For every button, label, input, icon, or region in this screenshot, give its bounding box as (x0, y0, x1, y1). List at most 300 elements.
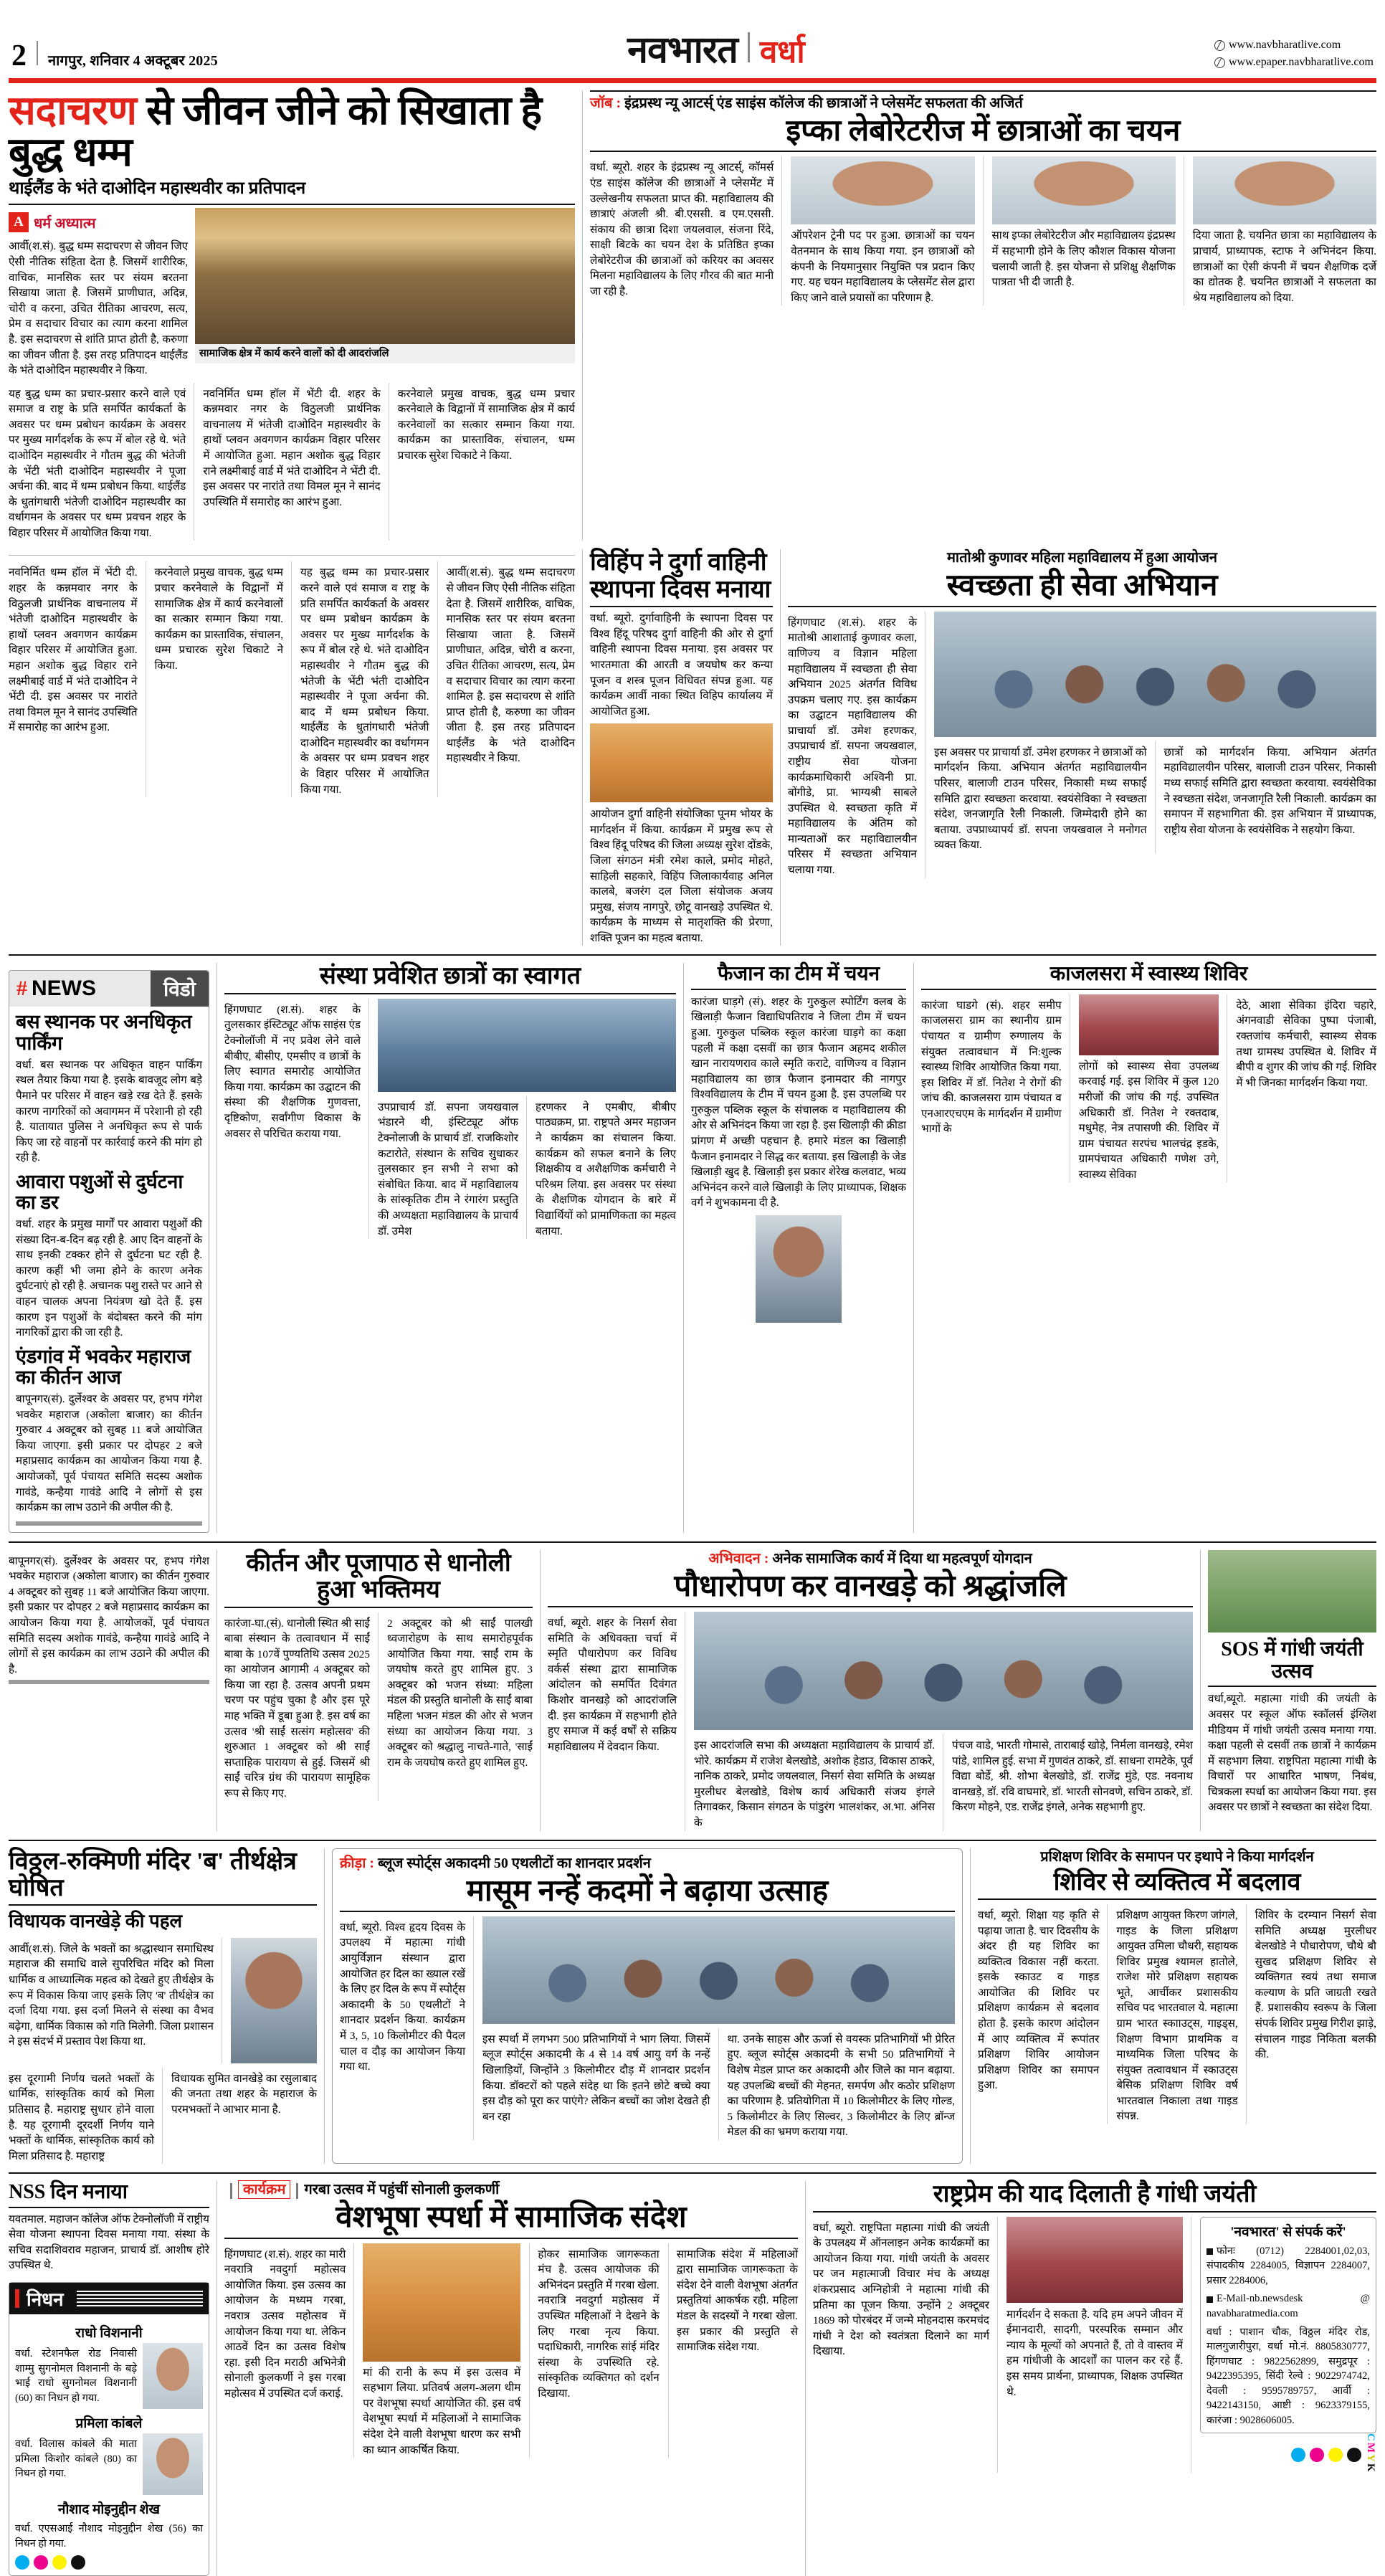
vhp-rule (590, 606, 773, 607)
lead-continued (9, 549, 575, 946)
column-divider (216, 2181, 217, 2576)
cmyk-marks-left (15, 2555, 203, 2570)
masthead-left (11, 41, 218, 71)
garba-col-3 (529, 2243, 659, 2458)
lead-cont-body-1: नवनिर्मित धम्म हॉल में भेंटी दी. शहर के कन्नमवार नगर के विठुलजी प्रार्थनिक वाचनालय में भंतेजी दाओदिन महास्थवीर के हाथों प्लवन अवगणन कार्यक्रम विहार परिसर में आयोजित हुआ. महान अशोक बुद्ध विहार राने लक्ष्मीबाई वार्ड में भंते दाओदिन ने भेंटी दी. इस अवसर पर नारांते तथा विमल मून ने सानंद उपस्थिति में समारोह का आरंभ हुआ. (9, 566, 138, 734)
news-tail-col (9, 1550, 209, 1831)
lead-subhead: थाईलैंड के भंते दाओदिन महास्थवीर का प्रतिपादन (9, 179, 306, 199)
obituary-text: वर्धा. विलास कांबले की माता प्रमिला किशोर कांबले (80) का निधन हो गया. (15, 2438, 137, 2480)
column-divider (1200, 1550, 1201, 1831)
shivir-col-2 (1116, 1904, 1246, 2124)
job-top-rule (590, 90, 1376, 92)
job-body-2: ऑपरेशन ट्रेनी पद पर हुआ. छात्राओं का चयन वेतनमान के साथ किया गया. इन छात्राओं को कंपनी के नियमानुसार नियुक्ति पत्र प्रदान किए गए. यह चयन महाविद्यालय के प्लेसमेंट सेल द्वारा किए जाने वाले प्रयासों का परिणाम है. (791, 229, 975, 304)
kirtan-cols (224, 1612, 533, 1802)
obituary-header (9, 2283, 209, 2314)
abhivadan-col-2 (694, 1734, 943, 1830)
obituary-box (9, 2282, 209, 2576)
lead-cont-cols (9, 561, 575, 797)
sanstha-body-1: हिंगणघाट (श.सं). शहर के तुलसकार इंस्टिट्यूट ऑफ साइंस एंड टेक्नोलॉजी में नए प्रवेश लेने वाले बीबीए, बीसीए, एमसीए व छात्रों के लिए स्वागत समारोह आयोजित किया गया. कार्यक्रम का उद्घाटन की संस्था की शैक्षणिक गुणवत्ता, दृष्टिकोण, सर्वांगीण विकास के अवसर से परिचित कराया गया. (224, 1003, 361, 1140)
fourth-block (0, 1550, 1385, 1831)
lead-photo (195, 208, 575, 344)
news-item (16, 1171, 202, 1341)
shivir-body-1: वर्धा, ब्यूरो. शिक्षा यह कृति से पढ़ाया जाता है. चार दिवसीय के अंदर ही यह शिविर का व्यक्तित्व विकास नहीं करता. इसके स्काउट व गाइड आयोजित की शिविर पर प्रशिक्षण कार्यक्रम से बदलाव होता है. इसके कारण आंदोलन में आए व्यक्तित्व में रूपांतर प्रशिक्षण शिविर आयोजन प्रशिक्षण शिविर का समापन हुआ. (978, 1909, 1100, 2092)
nss-headline: NSS दिन मनाया (9, 2181, 128, 2204)
newsbox-tabs (9, 971, 209, 1007)
lead-cont-body-3: यह बुद्ध धम्म का प्रचार-प्रसार करने वाले एवं समाज व राष्ट्र के प्रति समर्पित कार्यकर्ता के अवसर पर धम्म प्रबोधन कार्यक्रम के अवसर पर मुख्य मार्गदर्शक के रूप में बोल रहे थे. भंते दाओदिन महास्थवीर ने गौतम बुद्ध की भंतेजी के भेंटी भंती दाओदिन महास्थवीर ने पूजा अर्चना की. बाद में धम्म प्रबोधन किया. थाईलैंड के धुतांगधारी भंतेजी दाओदिन महास्थवीर का वर्धागमन के अवसर पर धम्म प्रवचन शहर के विहार परिसर में आयोजित किया गया. (300, 566, 429, 796)
masthead-urls (1214, 37, 1374, 71)
job-col-2 (791, 156, 983, 305)
shivir-cols (978, 1904, 1376, 2124)
swachhata-kicker: मातोश्री कुणावर महिला महाविद्यालय में हुआ आयोजन (946, 550, 1218, 566)
sos-body: वर्धा,ब्यूरो. महात्मा गांधी की जयंती के अवसर पर स्कूल ऑफ स्कॉलर्स इंग्लिश मीडियम में गांधी जयंती उत्सव मनाया गया. कक्षा पहली से दसवीं तक छात्रों ने कार्यक्रम में सहभाग लिया. राष्ट्रपिता महात्मा गांधी के विचारों पर आधारित भाषण, निबंध, चित्रकला स्पर्धा का आयोजन किया गया. इस अवसर पर छात्रों ने स्वच्छता का संदेश दिया. (1208, 1693, 1376, 1814)
gandhi-cols (813, 2217, 1376, 2473)
job-rule (590, 151, 1376, 152)
lead-cont-2 (155, 561, 292, 797)
job-columns (590, 156, 1376, 305)
krida-story (332, 1848, 963, 2164)
swachhata-body-3: छात्रों को मार्गदर्शन किया. अभियान अंतर्गत महाविद्यालयीन परिसर, बालाजी टाउन परिसर, निकासी मध्य सफाई समिति द्वारा स्वच्छता करवाया. स्वयंसेविका ने स्वच्छता संदेश, जनजागृति रैली निकाली. कार्यक्रम का समापन में सहभागिता की. इस अभियान में प्राध्यापक, राष्ट्रीय सेवा योजना के स्वयंसेविक ने सहयोग किया. (1163, 746, 1376, 836)
vitthal-body-1: आर्वी(श.सं). जिले के भक्तों का श्रद्धास्थान समाधिस्थ महाराज की समाधि वाले सुपरिचित मंदिर को मिला धार्मिक व आध्यात्मिक महत्व को देखते हुए तीर्थक्षेत्र के रूप में विकास किया जाए इसके लिए 'ब' तीर्थक्षेत्र का दर्जा दिया गया. इस दर्जा मिलने से संस्था का वैभव बढ़ेगा, धार्मिक विकास को गति मिलेगी. जिला प्रशासन ने इस संदर्भ में प्रस्ताव पेश किया था. (9, 1942, 214, 2048)
lead-story (9, 90, 575, 541)
vitthal-rule (9, 1904, 317, 1906)
epaper-url[interactable]: www.epaper.navbharatlive.com (1228, 56, 1374, 68)
lead-photo-caption: सामाजिक क्षेत्र में कार्य करने वालों को दी आदरांजलि (195, 344, 575, 363)
section-tag-label: धर्म अध्यात्म (34, 215, 96, 232)
krida-body-1: वर्धा, ब्यूरो. विश्व हृदय दिवस के उपलक्ष्य में महात्मा गांधी आयुर्विज्ञान संस्थान द्वारा आयोजित हर दिल का ख्याल रखें के लिए हर दिल के रूप में स्पोर्ट्स अकादमी के 50 एथलीटों ने शानदार प्रदर्शन किया. कार्यक्रम में 3, 5, 10 किलोमीटर की पैदल चाल व दौड़ का आयोजन किया गया था. (340, 1921, 466, 2073)
cmyk-cyan (1291, 2448, 1305, 2462)
obituary-entry (15, 2323, 203, 2409)
tab-news[interactable] (9, 971, 151, 1007)
garba-headline: वेशभूषा स्पर्धा में सामाजिक संदेश (335, 2201, 687, 2235)
obituary-title: निधन (27, 2289, 64, 2310)
job-col-4 (1193, 156, 1376, 305)
garba-story (224, 2181, 798, 2576)
abhivadan-cols (548, 1612, 1193, 1830)
news-item-title: आवारा पशुओं से दुर्घटना का डर (16, 1170, 184, 1213)
lead-headline-rest: से जीवन जीने को सिखाता है बुद्ध धम्म (9, 89, 542, 176)
kajalsara-cols (921, 994, 1376, 1183)
swachhata-headline: स्वच्छता ही सेवा अभियान (946, 569, 1218, 603)
krida-col-1 (340, 1916, 474, 2140)
faizan-photo (756, 1215, 842, 1323)
lead-col-4 (398, 383, 575, 541)
job-photo-2 (992, 156, 1176, 224)
shivir-kicker: प्रशिक्षण शिविर के समापन पर इथापे ने किया मार्गदर्शन (1040, 1848, 1314, 1865)
kajalsara-body-2: लोगों को स्वास्थ्य सेवा उपलब्ध करवाई गई. इस शिविर में कुल 120 मरीजों की जांच की गई. उपस्थित अधिकारी डॉ. नितेश ने रक्तदाब, मधुमेह, नेत्र तपासणी की. शिविर में ग्राम पंचायत सरपंच भालचंद्र इडके, ग्रामपंचायत अधिकारी गणेश उगे, स्वास्थ्य सेविका (1078, 1060, 1219, 1181)
news-item-title: एंडगांव में भवकेर महाराज का कीर्तन आज (16, 1345, 191, 1388)
kirtan-rule (224, 1607, 533, 1608)
kajalsara-col-3 (1236, 994, 1376, 1183)
news-item (16, 1012, 202, 1165)
lead-left-col (9, 208, 188, 378)
contact-box (1200, 2217, 1376, 2433)
vitthal-col-1 (9, 1938, 222, 2063)
newsbox (9, 970, 209, 1532)
tab-news-label: NEWS (32, 976, 96, 1001)
fifth-block (0, 1848, 1385, 2164)
news-item-body: वर्धा. शहर के प्रमुख मार्गों पर आवारा पशुओं की संख्या दिन-ब-दिन बढ़ रही है. आए दिन वाहनों के साथ इनकी टक्कर होने से दुर्घटना घट रही है. कारण कहीं भी जमा होने के कारण अनेक दुर्घटनाएं हो रही है. अचानक पशु रास्ते पर आने से वाहन चालक अपना नियंत्रण खो देते हैं. इस कारण इन पशुओं के बंदोबस्त करने की मांग नागरिकों द्वारा की जा रही है. (16, 1218, 202, 1339)
garba-col-1 (224, 2243, 354, 2458)
swachhata-photo-col (934, 612, 1376, 878)
lead-body-row (9, 383, 575, 541)
cmyk-yellow (1328, 2448, 1343, 2462)
sanstha-body-2: उपप्राचार्य डॉ. सपना जयखवाल भंडारने थी, इंस्टिट्यूट ऑफ टेक्नोलाजी के प्राचार्य डॉ. राजकिशोर कटारोते, संस्थान के सचिव सुधाकर तुलसकार इन सभी ने सभा को संबोधित किया. बाद में महाविद्यालय के सांस्कृतिक टीम ने रंगारंग प्रस्तुति की अध्यक्षता महाविद्यालय के प्राचार्य डॉ. उमेश (378, 1101, 518, 1237)
swachhata-story (788, 549, 1376, 946)
kajalsara-story (921, 963, 1376, 1532)
lead-col-2 (9, 383, 194, 541)
column-divider (582, 90, 583, 541)
abhivadan-kicker-text: अनेक सामाजिक कार्य में दिया था महत्वपूर्ण योगदान (768, 1550, 1032, 1567)
sanstha-col-3 (536, 1096, 676, 1239)
sanstha-rule (224, 993, 676, 994)
cmyk-label: CMYK (1365, 2433, 1376, 2473)
kicker-vrule (296, 2183, 298, 2199)
lead-cont-body-4: आर्वी(श.सं). बुद्ध धम्म सदाचरण से जीवन जिए ऐसी नीतिक संहिता देता है. जिसमें शारीरिक, वाचिक, मानसिक स्तर पर संयम बरतना सिखाया जाता है. जिसमें प्राणीघात, अदिन्न, चोरी व करना, उचित रीतिका आचरण, सत्य, प्रेम व सदाचार विचार का त्याग करना शामिल है. इस सदाचरण से शांति प्राप्त होती है, करुणा का जीवन जीता है. इस तरह प्रतिपादन थाईलैंड के भंते दाओदिन महास्थवीर ने किया. (446, 566, 575, 765)
sanstha-body-3: हरणकर ने एमबीए, बीबीए पाठ्यक्रम, प्रा. राष्ट्रपते अमर महाजन ने कार्यक्रम का संचालन किया. कार्यक्रम को सफल बनाने के लिए शिक्षकीय व अशैक्षणिक कर्मचारी ने परिश्रम लिया. इस अवसर पर संस्था के शैक्षणिक योगदान के बारे में विद्यार्थियों को प्रामाणिकता का महत्व बताया. (536, 1101, 676, 1237)
news-item-body: बापूनगर(सं). दुर्लेश्वर के अवसर पर, हभप गंगेश भवकेर महाराज (अकोला बाजार) का कीर्तन गुरुवार 4 अक्टूबर को सुबह 11 बजे आयोजित किया जाएगा. इसी प्रकार पर दोपहर 2 बजे महाप्रसाद कार्यक्रम का आयोजन किया गया है. आयोजकों, पूर्व पंचायत समिति सदस्य अशोक गावंडे, कन्हैया गावंडे आदि ने लोगों से इस कार्यक्रम का लाभ उठाने की अपील की है. (16, 1393, 202, 1514)
page-number: 2 (11, 39, 27, 72)
contact-line-1: फोनः (0712) 2284001,02,03, संपादकीय 2284005, विज्ञापन 2284007, प्रसार 2284006, (1206, 2245, 1370, 2286)
lead-col-3 (203, 383, 389, 541)
obituary-photo (143, 2433, 203, 2495)
swachhata-body-1: हिंगणघाट (श.सं). शहर के मातोश्री आशाताई कुणावर कला, वाणिज्य व विज्ञान महिला महाविद्यालय में स्वच्छता ही सेवा अभियान 2025 अंतर्गत विविध उपक्रम चलाए गए. इस कार्यक्रम का उद्घाटन महाविद्यालय की प्राचार्या डॉ. उमेश हरणकर, उपप्राचार्य डॉ. सपना जयखवाल, राष्ट्रीय सेवा योजना कार्यक्रमाधिकारी अश्विनी प्रा. बोंगीडे, प्रा. भाग्यश्री साबले उपस्थित थे. स्वच्छता कृति में महाविद्यालय के अंतिम को मान्यताओं कर महाविद्यालयीन परिसर में स्वच्छता अभियान चलाया गया. (788, 616, 917, 877)
garba-photo-col (363, 2243, 520, 2458)
vitthal-photo (231, 1938, 317, 2063)
news-item (16, 1346, 202, 1516)
nss-rule (9, 2207, 209, 2208)
globe-icon (1214, 57, 1225, 68)
sanstha-story (224, 963, 676, 1532)
obituary-name: नौशाद मोइनुद्दीन शेख (57, 2501, 161, 2517)
section-rule (9, 1840, 1376, 1841)
column-divider (216, 963, 217, 1532)
abhivadan-headline: पौधारोपण कर वानखड़े को श्रद्धांजलि (674, 1569, 1067, 1603)
kajalsara-photo (1079, 994, 1219, 1055)
lead-body-3: नवनिर्मित धम्म हॉल में भेंटी दी. शहर के कन्नमवार नगर के विठुलजी प्रार्थनिक वाचनालय में भंतेजी दाओदिन महास्थवीर के हाथों प्लवन अवगणन कार्यक्रम विहार परिसर में आयोजित हुआ. महान अशोक बुद्ध विहार राने लक्ष्मीबाई वार्ड में भंते दाओदिन ने भेंटी दी. इस अवसर पर नारांते तथा विमल मून ने सानंद उपस्थिति में समारोह का आरंभ हुआ. (203, 387, 381, 508)
job-story (590, 90, 1376, 541)
swachhata-col-3 (1164, 741, 1377, 853)
column-divider (540, 1550, 541, 1831)
lead-photo-wrap (195, 208, 575, 378)
logo-navbharat: नवभारत (627, 30, 738, 71)
gandhi-photo (1006, 2217, 1183, 2303)
gandhi-headline: राष्ट्रप्रेम की याद दिलाती है गांधी जयंती (933, 2181, 1257, 2208)
bottom-block (0, 2181, 1385, 2576)
job-photo-1 (791, 156, 974, 224)
sos-headline: SOS में गांधी जयंती उत्सव (1221, 1638, 1363, 1683)
cmyk-black (1347, 2448, 1361, 2462)
vitthal-story (9, 1848, 317, 2164)
website-url[interactable]: www.navbharatlive.com (1228, 39, 1341, 51)
kajalsara-headline: काजलसरा में स्वास्थ्य शिविर (1050, 963, 1248, 986)
swachhata-col-2 (934, 741, 1156, 853)
second-block (0, 549, 1385, 946)
kajalsara-rule (921, 989, 1376, 990)
nss-body: यवतमाल. महाजन कॉलेज ऑफ टेक्नोलॉजी में राष्ट्रीय सेवा योजना स्थापना दिवस मनाया गया. संस्था के सचिव सदाशिवराव महाजन, प्राचार्य डॉ. आशीष होरे उपस्थित थे. (9, 2213, 209, 2272)
nss-obit-col (9, 2181, 209, 2576)
dharm-mark-icon: A (9, 212, 29, 232)
cmyk-marks-right (1291, 2448, 1361, 2462)
cmyk-yellow (52, 2555, 67, 2570)
vhp-body-2: आयोजन दुर्गा वाहिनी संयोजिका पूनम भोयर के मार्गदर्शन में किया. कार्यक्रम में प्रमुख रूप से विश्व हिंदू परिषद की जिला अध्यक्ष सुरेश दोंडके, जिला संगठन मंत्री रमेश काले, प्रमोद मोहते, साहिली सहकारे, विहिंप जिलाकार्यवाह अनिल कालबे, बजरंग दल जिला संयोजक अजय प्रमुख, संजय नागपुरे, छोटू वानखड़े उपस्थित थे. कार्यक्रम के माध्यम से मातृशक्ति की प्रेरणा, शक्ति पूजन का महत्व बताया. (590, 808, 773, 944)
swachhata-body-2: इस अवसर पर प्राचार्या डॉ. उमेश हरणकर ने छात्राओं को मार्गदर्शन किया. अभियान अंतर्गत महाविद्यालयीन परिसर, बालाजी टाउन परिसर, निकासी मध्य सफाई समिति द्वारा स्वच्छता करवाया. स्वयंसेविका ने स्वच्छता संदेश, जनजागृति रैली निकाली. जिम्मेदारी होने का बताया. उपप्राध्यापर्य डॉ. सपना जयखवाल ने मनोगत व्यक्त किया. (934, 746, 1147, 852)
sos-rule (1208, 1686, 1376, 1687)
shivir-col-1 (978, 1904, 1108, 2124)
cmyk-marks-right-wrap (1200, 2433, 1376, 2473)
sos-photo (1208, 1550, 1376, 1632)
vitthal-body-2: इस दूरगामी निर्णय चलते भक्तों के धार्मिक, सांस्कृतिक कार्य को मिला प्रतिसाद है. महाराष्ट्र सुधार होने वाला है. यह दूरगामी दूरदर्शी निर्णय याने भक्तों के धार्मिक, सांस्कृतिक कार्य को मिला प्रतिसाद है. महाराष्ट्र (9, 2072, 154, 2162)
gandhi-story (813, 2181, 1376, 2576)
shivir-body-3: शिविर के दरम्यान निसर्ग सेवा समिति अध्यक्ष मुरलीधर बेलखोडे ने पौधारोपण, चौथे बौ सुखद प्रशिक्षण शिविर से व्यक्तिगत स्वयं तथा समाज कल्याण के प्रति जाग्रती रखते हैं. प्रशासकीय स्वरूप के जिला संपर्क शिविर प्रमुख गिरीश झाड़े, संचालन गाइड निकिता बलकी की. (1255, 1909, 1376, 2061)
lead-headline (9, 90, 575, 174)
cmyk-cyan (15, 2555, 29, 2570)
kirtan-story (224, 1550, 533, 1831)
contact-col (1200, 2217, 1376, 2473)
job-col-1 (590, 156, 782, 305)
sanstha-col-1 (224, 999, 369, 1239)
krida-col-3 (728, 2028, 956, 2140)
garba-rule (224, 2238, 798, 2239)
abhivadan-body-3: पंचज वाडे, भारती गोमासे, ताराबाई खोड़े, निर्मला वानखड़े, रमेश पांडे, शामिल हुई. सभा में गुणवंत ठाकरे, डॉ. साधना रामटेके, पूर्व विद्या बोर्डे, श्री. शोभा बेलखोडे, डॉ. राजेंद्र मुंडे, एड. नवनाथ वानखड़े, डॉ. रवि वाघमारे, डॉ. भारती सोनवणे, सचिन ठाकरे, डॉ. किरण मोहने, एड. राजेंद्र इंगले, अनेक सहभागी हुए. (952, 1739, 1193, 1814)
garba-kicker-text: गरबा उत्सव में पहुंचीं सोनाली कुलकर्णी (304, 2182, 500, 2198)
obituary-entry (15, 2413, 203, 2495)
kicker-vrule (230, 2183, 232, 2199)
obituary-entry-row (15, 2343, 203, 2409)
vitthal-col-2 (9, 2068, 163, 2164)
garba-col-4 (668, 2243, 798, 2458)
swachhata-cols (788, 612, 1376, 878)
lead-cont-4 (447, 561, 576, 797)
kirtan-body-2: 2 अक्टूबर को श्री साईं पालखी ध्वजारोहण के साथ समारोहपूर्वक आयोजित किया गया. 'साईं राम के जयघोष करते हुए शामिल हुए. 3 अक्टूबर को भजन संध्या: महिला मंडल की प्रस्तुति धानोली के साईं बाबा महिला भजन मंडल की ओर से भजन संध्या का आयोजन किया गया. 3 अक्टूबर को श्रद्धालु नाचते-गाते, 'साईं राम के जयघोष करते हुए शामिल हुए. (387, 1617, 533, 1769)
section-tag-dharm[interactable] (9, 212, 95, 232)
kirtan-col-2 (387, 1612, 533, 1802)
obituary-text: वर्धा. स्टेशनफैल रोड निवासी शाम्मु सुगनोमल विशनानी के बड़े भाई राधो सुगनोमल विशनानी (60) का निधन हो गया. (15, 2347, 137, 2404)
sanstha-photo (378, 999, 676, 1092)
vitthal-col-3 (171, 2068, 317, 2164)
kajalsara-col-1 (921, 994, 1070, 1183)
column-divider (683, 963, 684, 1532)
lead-cont-3 (300, 561, 438, 797)
abhivadan-sub-cols (694, 1734, 1193, 1830)
news-item-title: बस स्थानक पर अनधिकृत पार्किंग (16, 1011, 192, 1054)
top-block (0, 90, 1385, 541)
section-rule (9, 954, 1376, 956)
kajalsara-body-1: कारंजा घाडगे (सं). शहर समीप काजलसरा ग्राम का स्थानीय ग्राम पंचायत व ग्रामीण रुग्णालय के संयुक्त तत्वावधान में नि:शुल्क स्वास्थ्य शिविर आयोजित किया गया. इस शिविर में डॉ. नितेश ने रोगों की जांच की. काजलसरा ग्राम पंचायत व एनआरएचएम के मार्गदर्शन में ग्रामीण भागों के (921, 999, 1062, 1136)
masthead-logo (627, 23, 805, 74)
masthead-divider (37, 41, 38, 65)
logo-separator (748, 32, 750, 62)
sanstha-right (378, 999, 676, 1239)
column-divider (805, 2181, 806, 2576)
contact-addresses: वर्धा : पाशान चौक, विठ्ठल मंदिर रोड, मालगुजारीपुरा, वर्धा मो.नं. 8805830777, हिंगणघाट : 9822562899, समुद्रपूर : 9422395395, सिंदी रेल्वे : 9022974742, देवली : 9595789757, आर्वी : 9422143150, आष्टी : 9623379155, कारंजा : 9028606005. (1206, 2326, 1370, 2427)
abhivadan-col-3 (952, 1734, 1193, 1830)
job-body-3: साथ इप्का लेबोरेटरीज और महाविद्यालय इंद्रप्रस्थ में सहभागी होने के लिए कौशल विकास योजना चलायी जाती है. इस योजना से प्रशिक्षु शैक्षणिक पात्रता भी दी जाती है. (991, 229, 1176, 289)
lead-cont-body-2: करनेवाले प्रमुख वाचक, बुद्ध धम्म प्रचार करनेवाले के विद्वानों में सामाजिक क्षेत्र में कार्य करनेवालों का सत्कार सम्मान किया गया. कार्यक्रम का प्रास्ताविक, संचालन, धम्म प्रचारक सुरेश चिकाटे ने किया. (154, 566, 283, 672)
newsbox-body (9, 1007, 209, 1531)
news-tail-bar (9, 1680, 209, 1684)
krida-kicker-tag: क्रीड़ा : (340, 1855, 375, 1871)
news-item-body: वर्धा. बस स्थानक पर अधिकृत वाहन पार्किंग स्थल तैयार किया गया है. इसके बावजूद लोग बड़े पैमाने पर परिसर में वाहन खड़े रख देते हैं. इसके कारण नागरिकों को अवागमन में परेशानी हो रही है. यातायात पुलिस ने अनधिकृत रूप से पार्क किए जा रहे वाहनों पर कार्रवाई करने की मांग हो रही है. (16, 1058, 202, 1164)
krida-rule (340, 1911, 955, 1912)
masthead-dateline: नागपुर, शनिवार 4 अक्टूबर 2025 (48, 53, 218, 69)
job-body-4: दिया जाता है. चयनित छात्रा का महाविद्यालय के प्राचार्य, प्राध्यापक, स्टाफ ने अभिनंदन किया. छात्राओं का ऐसी कंपनी में चयन शैक्षणिक दर्जे का द्योतक है. चयनित छात्राओं ने सफलता का श्रेय महाविद्यालय को दिया. (1192, 229, 1376, 304)
sanstha-sub-cols (378, 1096, 676, 1239)
news-video-box (9, 963, 209, 1532)
column-divider (216, 1550, 217, 1831)
masthead (0, 0, 1385, 74)
vitthal-subhead: विधायक वानखेड़े की पहल (9, 1911, 183, 1932)
sanstha-col-2 (378, 1096, 527, 1239)
faizan-body: कारंजा घाड़गे (सं). शहर के गुरुकुल स्पोर्टिंग क्लब के खिलाड़ी फैजान विद्याधिपतिराव ने जिला टीम में चयन हुआ. गुरुकुल पब्लिक स्कूल कारंजा घाड़गे का कक्षा पहली में कक्षा दसवीं का छात्र फैजान अहमद शकील खान नारायणराव काले स्मृति कराटे, वाणिज्य व विज्ञान महाविद्यालय का छात्र फैजान इनामदार की नागपुर विश्वविद्यालय के टीम में चयन हुआ है. इस उपलब्धि पर गुरुकुल पब्लिक स्कूल के संचालक व महाविद्यालय की ओर से अभिनंदन किया जा रहा है. इस खिलाड़ी की क्रीडा प्रांगण में अच्छी पहचान है. हमारे मंडल का खिलाड़ी फैजान इनामदार ने सिद्ध कर बताया. इस खिलाड़ी के जेड खिलाड़ी खुद है. खिलाड़ी इस प्रकार शेरेख कलवाट, भव्य अभिनंदन करने वाले खिलाड़ी के लिए प्राध्यापक, शिक्षक वर्ग ने शुभकामना दी है. (691, 995, 906, 1209)
shivir-col-3 (1255, 1904, 1376, 2124)
obituary-entry (15, 2499, 203, 2551)
job-headline: इप्का लेबोरेटरीज में छात्राओं का चयन (786, 115, 1181, 148)
kajalsara-body-3: देठे, आशा सेविका इंदिरा चहारे, अंगनवाडी सेविका पुष्पा पंजाबी, रक्तजांच कर्मचारी, स्वास्थ्य सेवक तथा ग्रामस्थ उपस्थित थे. शिविर में बीपी व शुगर की जांच की गई. शिविर में भी जिनका मार्गदर्शन किया गया. (1236, 999, 1377, 1089)
column-divider (970, 1848, 971, 2164)
krida-col-2 (482, 2028, 719, 2140)
job-kicker (590, 95, 1376, 113)
lead-cont-1 (9, 561, 146, 797)
obituary-name: राधो विशनानी (75, 2325, 143, 2341)
gandhi-body-1: वर्धा, ब्यूरो. राष्ट्रपिता महात्मा गांधी की जयंती के उपलक्ष्य में ऑनलाइन अनेक कार्यक्रमों का आयोजन किया गया. गांधी जयंती के अवसर पर जन महात्माजी विचार मंच के अध्यक्ष शंकरप्रसाद अग्निहोत्री ने महात्मा गांधी की प्रतिमा का पूजन किया. उन्होंने 2 अक्टूबर 1869 को पोरबंदर में जन्मे मोहनदास करमचंद गांधी ने देश को स्वतंत्रता दिलाने का मार्ग दिखाया. (813, 2221, 989, 2358)
gandhi-body-2: मार्गदर्शन दे सकता है. यदि हम अपने जीवन में ईमानदारी, सादगी, परस्परिक सम्मान और न्याय के मूल्यों को अपनाते हैं, तो वे वास्तव में हम गांधीजी के आदर्शों का पालन कर रहे हैं. इस समय प्रार्थना, प्राध्यापक, शिक्षक उपस्थित थे. (1006, 2308, 1183, 2398)
obituary-text: वर्धा. एएसआई नौशाद मोइनुद्दीन शेख (56) का निधन हो गया. (15, 2522, 203, 2549)
abhivadan-story (548, 1550, 1193, 1831)
abhivadan-kicker-tag: अभिवादन : (708, 1550, 769, 1567)
job-body-1: वर्धा. ब्यूरो. शहर के इंद्रप्रस्थ न्यू आटर्स्, कॉमर्स एंड साइंस कॉलेज की छात्राओं ने प्लेसमेंट में उल्लेखनीय सफलता प्राप्त की. महाविद्यालय की छात्राएं अंजली श्री. बी.एससी. व एम.एससी. संकाय की छात्रा दिशा जयलवाल, संजना रिंदे, साक्षी बिटके का चयन देश के प्रतिष्ठित इप्का लेबोरेटरीज की छात्राओं को करियर का अवसर मिलना महाविद्यालय के लिए गौरव की बात मानी जा रही है. (590, 161, 774, 298)
logo-edition: वर्धा (759, 34, 805, 70)
sanstha-headline: संस्था प्रवेशित छात्रों का स्वागत (319, 963, 581, 990)
tab-video[interactable]: विडो (151, 971, 209, 1007)
abhivadan-rule (548, 1606, 1193, 1607)
news-tail-body: बापूनगर(सं). दुर्लेश्वर के अवसर पर, हभप गंगेश भवकेर महाराज (अकोला बाजार) का कीर्तन गुरुवार 4 अक्टूबर को सुबह 11 बजे आयोजित किया जाएगा. इसी प्रकार पर दोपहर 2 बजे महाप्रसाद कार्यक्रम का आयोजन किया गया है. आयोजकों, पूर्व पंचायत समिति सदस्य अशोक गावंडे, कन्हैया गावंडे आदि ने लोगों से इस कार्यक्रम का लाभ उठाने की अपील की है. (9, 1554, 209, 1676)
garba-body-3: होकर सामाजिक जागरूकता मंच है. उत्सव आयोजक की अभिनंदन प्रस्तुति में गरबा खेला. नवरात्रि नवदुर्गा महोत्सव में उपस्थित महिलाओं ने देखने के लिए गरबा नृत्य किया. पदाधिकारी, नागरिक सांई मंदिर संस्था के उपस्थिति रहे. सांस्कृतिक व्यक्तिगत को दर्शन दिखाया. (538, 2248, 660, 2400)
kirtan-headline: कीर्तन और पूजापाठ से धानोली हुआ भक्तिमय (246, 1549, 511, 1604)
sos-story (1208, 1550, 1376, 1831)
vitthal-headline: विठ्ठल-रुक्मिणी मंदिर 'ब' तीर्थक्षेत्र घोषित (9, 1848, 297, 1901)
column-divider (780, 549, 781, 946)
bullet-icon (1206, 2248, 1213, 2255)
job-photo-3 (1193, 156, 1376, 224)
obituary-red-bar (15, 2289, 19, 2308)
job-kicker-text: इंद्रप्रस्थ न्यू आटर्स् एंड साइंस कॉलेज की छात्राओं ने प्लेसमेंट सफलता की अजिर्त (621, 95, 1023, 111)
krida-body-2: इस स्पर्धा में लगभग 500 प्रतिभागियों ने भाग लिया. जिसमें ब्लूज स्पोर्ट्स अकादमी के 4 से 14 वर्ष आयु वर्ग के नन्हें खिलाड़ियों, जिन्होंने 3 किलोमीटर दौड़ में शानदार प्रदर्शन किया. डॉक्टरों को पहले संदेह था कि इतने छोटे बच्चे क्या इस दौड़ को पूरा कर पाएंगे? लेकिन बच्चों का जोश देखते ही बन रहा (482, 2033, 710, 2123)
section-rule (9, 1541, 1376, 1543)
abhivadan-right (694, 1612, 1193, 1830)
hash-icon: # (16, 976, 27, 1001)
section-rule (9, 2172, 1376, 2174)
bullet-icon (1206, 2296, 1213, 2303)
shivir-story (978, 1848, 1376, 2164)
obituary-photo (143, 2343, 203, 2409)
url-row-1 (1214, 37, 1374, 54)
cmyk-magenta (34, 2555, 48, 2570)
swachhata-col-1 (788, 612, 925, 878)
garba-cols (224, 2243, 798, 2458)
kirtan-body-1: कारंजा-घा.(सं). धानोली स्थित श्री साईं बाबा संस्थान के तत्वावधान में साईं बाबा के 107वें पुण्यतिथि उत्सव 2025 का आयोजन आगामी 4 अक्टूबर को किया जा रहा है. उत्सव अपनी प्रथम चरण पर पहुंच चुका है और इस पूरे माह भक्ति में डूबा हुआ है. इस वर्ष का उत्सव 'श्री साईं सत्संग महोत्सव' की शुरुआत 1 अक्टूबर को श्री साईं सप्ताहिक पारायण से हुई. जिसमें श्री साईं चरित्र ग्रंथ की पारायण सामूहिक रूप से किए गए. (224, 1617, 370, 1800)
abhivadan-body-2: इस आदरांजलि सभा की अध्यक्षता महाविद्यालय के प्राचार्य डॉ. भोरे. कार्यक्रम में राजेश बेलखोडे, अशोक हेडाउ, विकास ठाकरे, नानिक ठाकरे, प्रमोद जयलवाल, निसर्ग सेवा समिति के अध्यक्ष मुरलीधर बेलखोडे, विशेष कार्य अधिकारी संजय इंगले तिगावकर, किसान संगठन के पांडुरंग भालशंकर, अ.भा. अंनिस के (694, 1739, 935, 1829)
krida-right (482, 1916, 955, 2140)
shivir-headline: शिविर से व्यक्तित्व में बदलाव (1053, 1868, 1301, 1896)
krida-kicker (340, 1855, 955, 1873)
krida-body-3: था. उनके साहस और ऊर्जा से वयस्क प्रतिभागियों भी प्रेरित हुए. ब्लूज स्पोर्ट्स अकादमी के सभी 50 प्रतिभागियों ने विशेष मेडल प्राप्त कर अकादमी और जिले का मान बढ़ाया. यह उपलब्धि बच्चों की मेहनत, समर्पण और कठोर प्रशिक्षण का परिणाम है. प्रतियोगिता में 10 किलोमीटर के लिए गोल्ड, 5 किलोमीटर के लिए सिल्वर, 3 किलोमीटर के लिए ब्रॉन्ज मेडल की का भ्रमण कराया गया. (727, 2033, 955, 2139)
cmyk-magenta (1310, 2448, 1324, 2462)
third-block (0, 963, 1385, 1532)
contact-title: 'नवभारत' से संपर्क करें' (1230, 2224, 1346, 2240)
newsbox-footer-bar (16, 1521, 202, 1526)
shivir-rule (978, 1898, 1376, 1900)
garba-body-2: मां की रानी के रूप में इस उत्सव में सहभाग लिया. प्रतिवर्ष अलग-अलग थीम पर वेशभूषा स्पर्धा आयोजित की. इस वर्ष वेशभूषा स्पर्धा में महिलाओं ने सामाजिक संदेश देने वाली वेशभूषा धारण कर सभी का ध्यान आकर्षित किया. (363, 2366, 521, 2456)
globe-icon (1214, 40, 1225, 51)
vhp-headline: विहिंप ने दुर्गा वाहिनी स्थापना दिवस मनाया (590, 549, 771, 603)
krida-photo (482, 1916, 955, 2024)
contact-line-2[interactable]: E-Mail-nb.newsdesk @ navabharatmedia.com (1206, 2293, 1370, 2319)
vhp-photo (590, 723, 773, 802)
vitthal-cols (9, 1938, 317, 2063)
job-kicker-tag: जॉब : (590, 95, 622, 111)
garba-body-1: हिंगणघाट (श.सं). शहर का मारी नवरात्रि नवदुर्गा महोत्सव आयोजित किया. इस उत्सव का आयोजन के मध्यम गरबा, नवरात्र उत्सव महोत्सव में आयोजन किया गया था. लेकिन आठवें दिन का उत्सव विशेष रहा. इसी दिन मराठी अभिनेत्री सोनाली कुलकर्णी ने इस गरबा महोत्सव में उपस्थित दर्ज कराई. (224, 2248, 346, 2400)
lead-body-2: यह बुद्ध धम्म का प्रचार-प्रसार करने वाले एवं समाज व राष्ट्र के प्रति समर्पित कार्यकर्ता के अवसर पर धम्म प्रबोधन कार्यक्रम के अवसर पर मुख्य मार्गदर्शक के रूप में बोल रहे थे. भंते दाओदिन महास्थवीर ने गौतम बुद्ध की भंतेजी के भेंटी भंती दाओदिन महास्थवीर ने पूजा अर्चना की. बाद में धम्म प्रबोधन किया. थाईलैंड के धुतांगधारी भंतेजी दाओदिन महास्थवीर का वर्धागमन के अवसर पर धम्म प्रवचन शहर के विहार परिसर में आयोजित किया गया. (9, 387, 186, 539)
divider (9, 555, 575, 556)
faizan-headline: फैजान का टीम में चयन (717, 963, 880, 986)
abhivadan-kicker (548, 1550, 1193, 1568)
lead-body-1: आर्वी(श.सं). बुद्ध धम्म सदाचरण से जीवन जिए ऐसी नीतिक संहिता देता है. जिसमें शारीरिक, वाचिक, मानसिक स्तर पर संयम बरतना सिखाया जाता है. जिसमें प्राणीघात, अदिन्न, चोरी व करना, उचित रीतिका आचरण, सत्य, प्रेम व सदाचार विचार का त्याग करना शामिल है. इस सदाचरण से शांति प्राप्त होती है, करुणा का जीवन जीता है. इस तरह प्रतिपादन थाईलैंड के भंते दाओदिन महास्थवीर ने किया. (9, 240, 188, 377)
gandhi-rule (813, 2211, 1376, 2213)
obituary-entry-row (15, 2433, 203, 2495)
column-divider (324, 1848, 325, 2164)
vitthal-photo-col (231, 1938, 317, 2063)
abhivadan-col-1 (548, 1612, 685, 1830)
swachhata-sub-cols (934, 741, 1376, 853)
sanstha-cols (224, 999, 676, 1239)
faizan-story (691, 963, 906, 1532)
krida-cols (340, 1916, 955, 2140)
lead-top-row (9, 208, 575, 378)
kajalsara-col-2 (1079, 994, 1228, 1183)
obituary-body (9, 2314, 209, 2575)
cmyk-black (71, 2555, 85, 2570)
vhp-story (590, 549, 773, 946)
obituary-name: प्रमिला कांबले (75, 2415, 143, 2431)
garba-photo (363, 2243, 520, 2362)
masthead-red-rule (9, 78, 1376, 83)
contact-phones (1206, 2244, 1370, 2289)
lead-headline-red: सदाचरण (9, 89, 137, 133)
obituary-stripes (77, 2291, 203, 2306)
swachhata-photo (934, 612, 1376, 737)
krida-headline: मासूम नन्हें कदमों ने बढ़ाया उत्साह (466, 1874, 829, 1908)
kirtan-col-1 (224, 1612, 379, 1802)
garba-body-4: सामाजिक संदेश में महिलाओं द्वारा सामाजिक जागरूकता के संदेश देने वाली वेशभूषा अंतर्गत प्रस्तुतियां आकर्षक रही. महिला मंडल के सदस्यों ने गरबा खेला. इस प्रकार की प्रस्तुति से सामाजिक संदेश गया. (676, 2248, 798, 2354)
job-col-3 (992, 156, 1184, 305)
vitthal-cols-2 (9, 2068, 317, 2164)
gandhi-photo-col (1006, 2217, 1191, 2473)
vitthal-body-3: विधायक सुमित वानखेड़े का रसुलाबाद की जनता तथा शहर के महाराज के परमभक्तों ने आभार माना है. (171, 2072, 317, 2116)
lead-rule (9, 204, 575, 205)
vhp-body-1: वर्धा. ब्यूरो. दुर्गावाहिनी के स्थापना दिवस पर विश्व हिंदू परिषद दुर्गा वाहिनी की ओर से दुर्गा वाहिनी स्थापना दिवस मनाया. इस अवसर पर भारतमाता की आरती व जयघोष कर कन्या पूजन व शस्त्र पूजन विधिवत संपन्न हुआ. यह कार्यक्रम आर्वी नाका स्थित विहिप कार्यालय में आयोजित हुआ. (590, 612, 773, 718)
krida-kicker-text: ब्लूज स्पोर्ट्स अकादमी 50 एथलीटों का शानदार प्रदर्शन (374, 1855, 651, 1871)
shivir-body-2: प्रशिक्षण आयुक्त किरण जांगले, गाइड के जिला प्रशिक्षण आयुक्त उमिला चौधरी, सहायक शिविर प्रमुख श्यामल हातोले, राजेश मोरे प्रशिक्षण सहायक भूते, आर्चीकर प्रशासकीय सचिव पद भारतवाल ये. महात्मा ग्राम भारत स्कााउट्स, गाइड्स, शिक्षण विभाग प्राथमिक व माध्यमिक जिला परिषद के संयुक्त तत्वावधान में स्काउट्स बेसिक प्रशिक्षण शिविर वर्ष भारतवाल निकाला तथा गाइड संपन्न. (1116, 1909, 1238, 2123)
abhivadan-photo (694, 1612, 1193, 1730)
column-divider (582, 549, 583, 946)
lead-body-4: करनेवाले प्रमुख वाचक, बुद्ध धम्म प्रचार करनेवाले के विद्वानों में सामाजिक क्षेत्र में कार्य करनेवालों का सत्कार सम्मान किया गया. कार्यक्रम का प्रास्ताविक, संचालन, धम्म प्रचारक सुरेश चिकाटे ने किया. (397, 387, 575, 462)
url-row-2 (1214, 54, 1374, 71)
faizan-rule (691, 989, 906, 990)
garba-kicker (224, 2181, 798, 2199)
swachhata-rule (788, 606, 1376, 607)
garba-kicker-tag: कार्यक्रम (238, 2180, 290, 2199)
contact-email (1206, 2291, 1370, 2321)
